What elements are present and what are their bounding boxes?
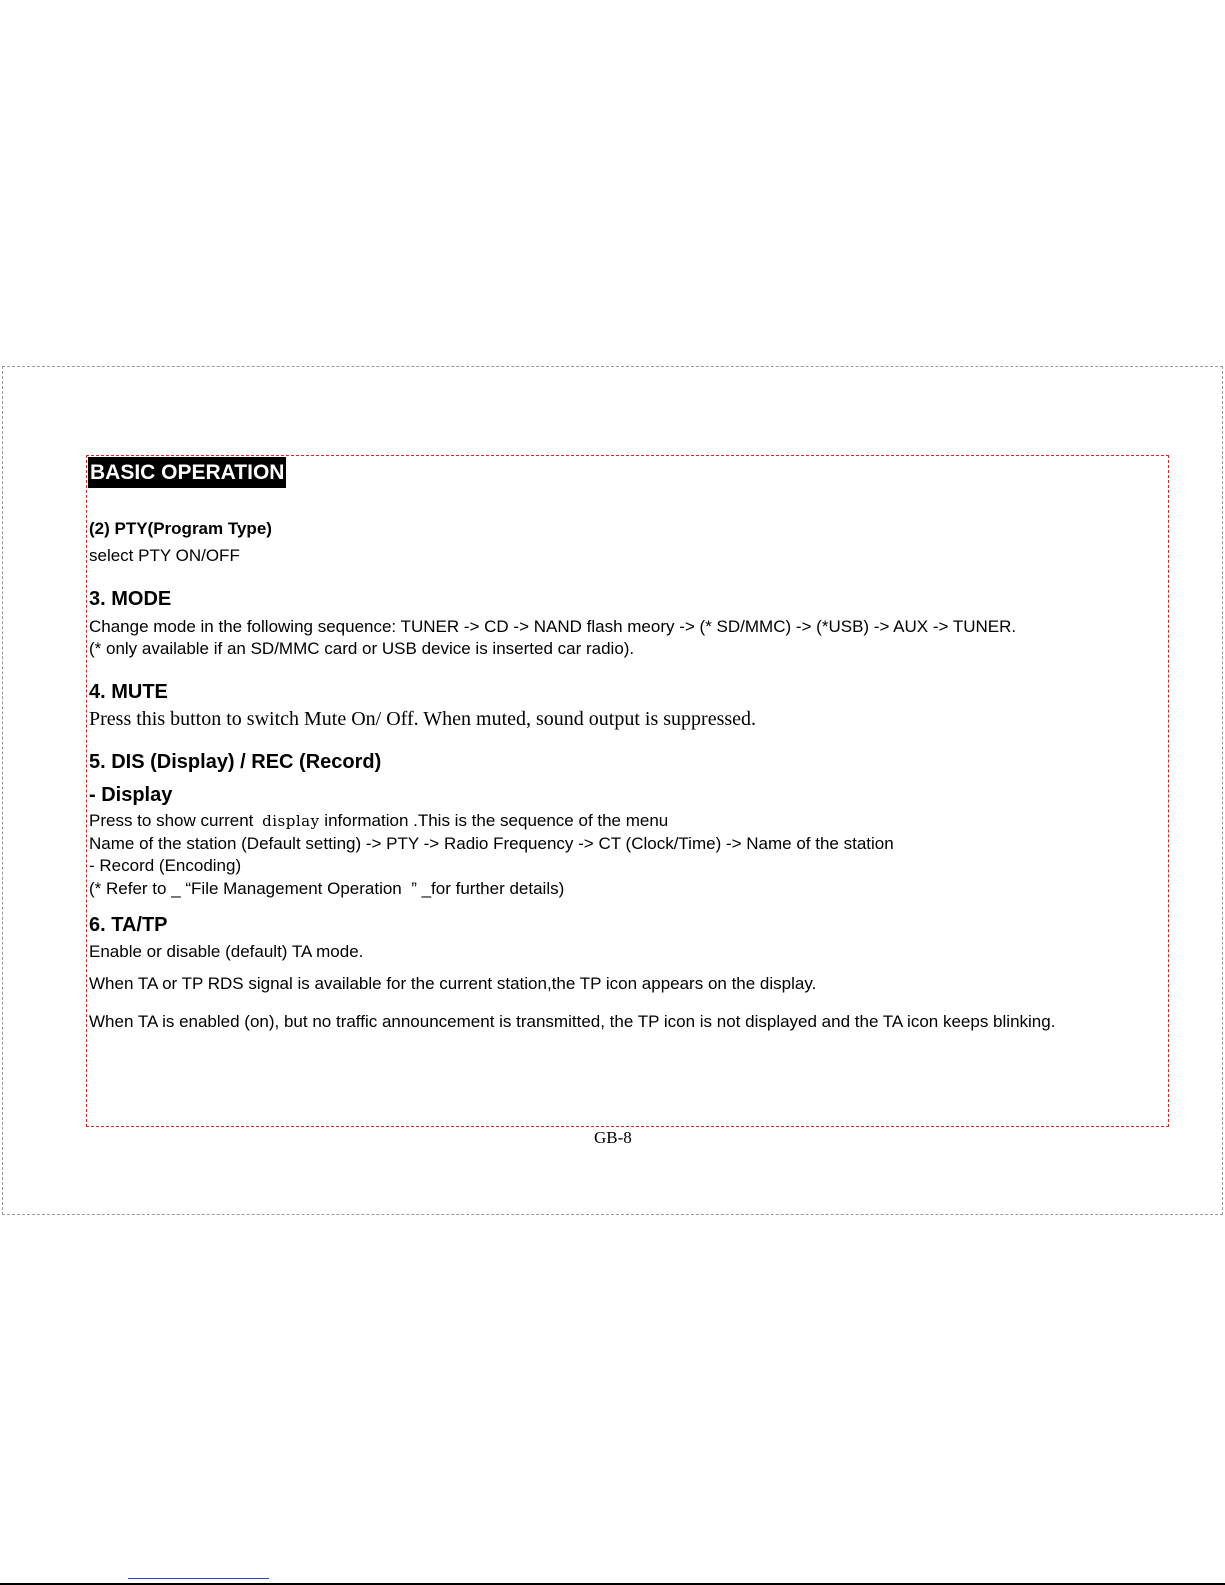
pty-text: select PTY ON/OFF [89, 546, 240, 565]
section-banner: BASIC OPERATION [88, 457, 286, 488]
display-text-line2: Name of the station (Default setting) -> PTY -> Radio Frequency -> CT (Clock/Time) -> Name of the station [89, 834, 894, 853]
tatp-heading: 6. TA/TP [89, 914, 168, 936]
mute-text: Press this button to switch Mute On/ Off. When muted, sound output is suppressed. [89, 708, 757, 730]
display-subheading: - Display [89, 784, 173, 806]
tatp-text-line3: When TA is enabled (on), but no traffic announcement is transmitted, the TP icon is not displayed and the TA icon keeps blinking. [89, 1012, 1056, 1031]
display-word: display [262, 812, 320, 830]
pty-title: (2) PTY(Program Type) [89, 519, 272, 538]
mode-heading: 3. MODE [89, 588, 172, 610]
tatp-text-line2: When TA or TP RDS signal is available for the current station,the TP icon appears on the display. [89, 974, 817, 993]
mute-heading: 4. MUTE [89, 681, 168, 703]
mode-text-line1: Change mode in the following sequence: TUNER -> CD -> NAND flash meory -> (* SD/MMC) -> (*USB) -> AUX -> TUNER. [89, 617, 1017, 636]
mode-text-line2: (* only available if an SD/MMC card or USB device is inserted car radio). [89, 639, 635, 658]
display-text-line1 [89, 811, 668, 831]
bottom-link-underline [128, 1578, 269, 1579]
dis-heading: 5. DIS (Display) / REC (Record) [89, 751, 382, 773]
page-number: GB-8 [594, 1128, 632, 1147]
display-text-suffix: information .This is the sequence of the menu [324, 811, 669, 830]
record-text: - Record (Encoding) [89, 856, 242, 875]
refer-text: (* Refer to _ “File Management Operation ” _for further details) [89, 879, 565, 898]
display-text-prefix: Press to show current [89, 811, 254, 830]
tatp-text-line1: Enable or disable (default) TA mode. [89, 942, 364, 961]
